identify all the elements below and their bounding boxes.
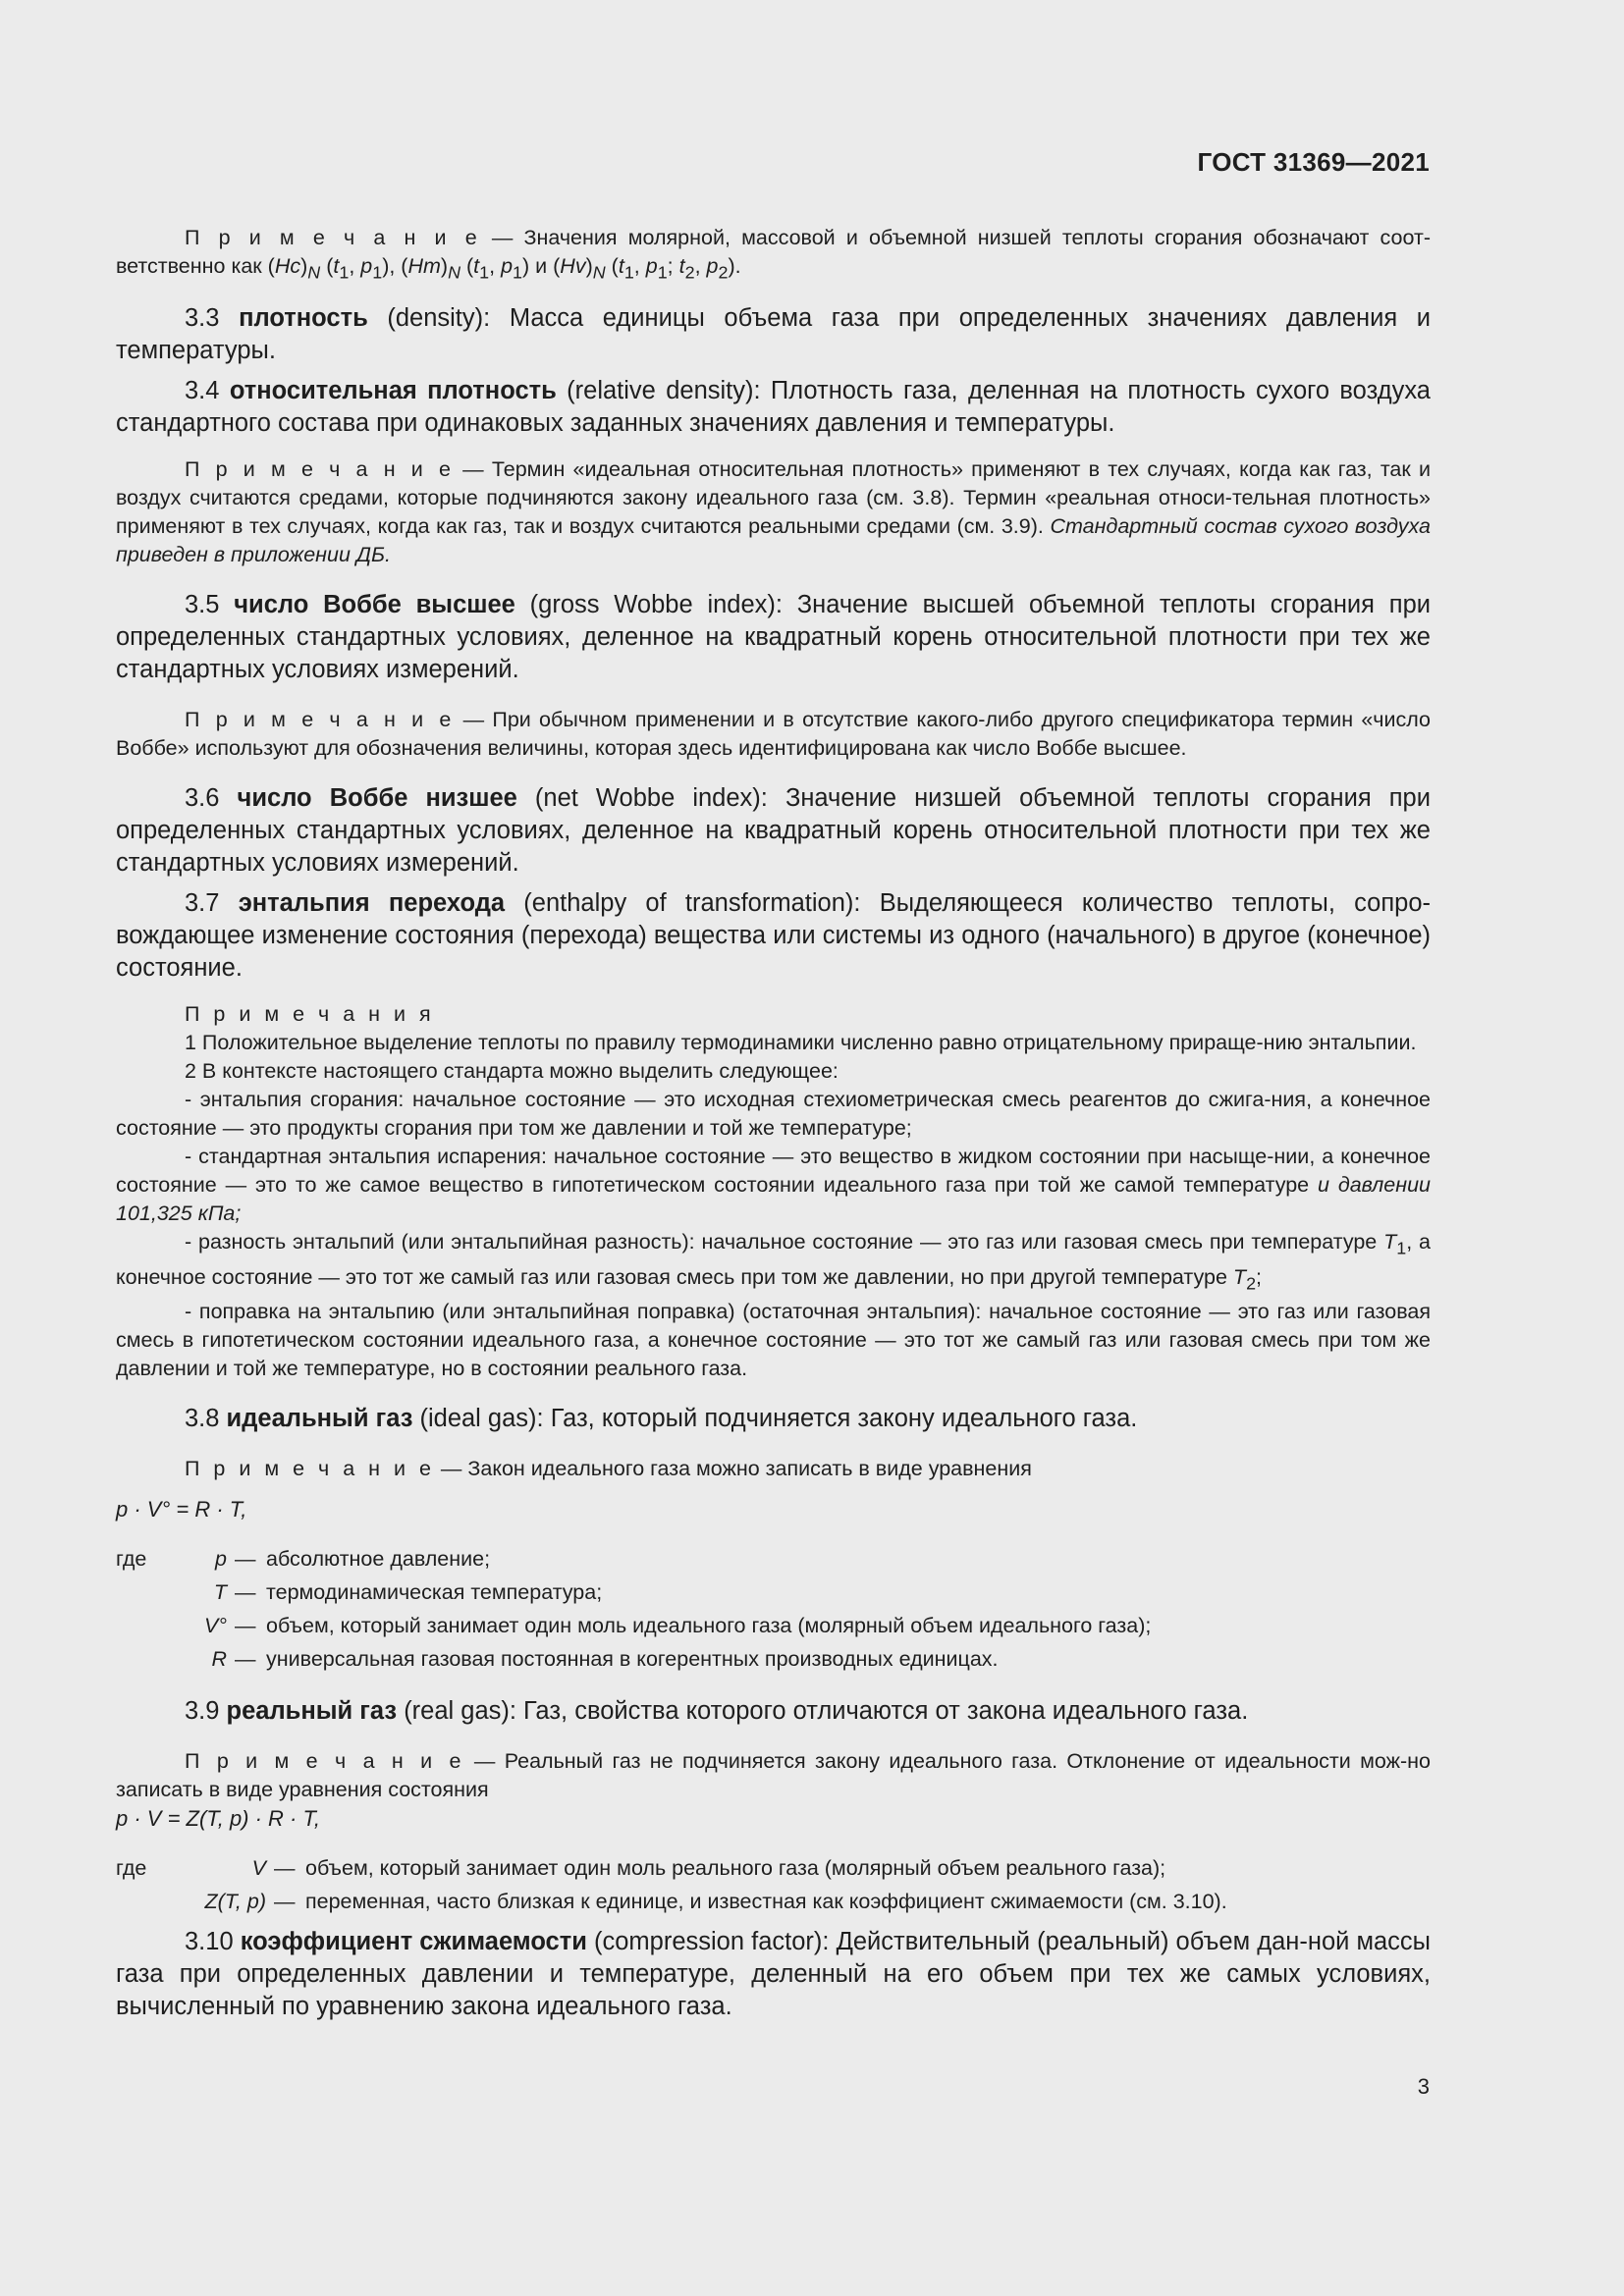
section-3-5: 3.5 число Воббе высшее (gross Wobbe index): Значение высшей объемной теплоты сгорания при определенных стандартных условиях, деленное на квадратный корень относительной плотности при тех же стандартных условиях измерений.	[116, 591, 1431, 684]
note-3-4: П р и м е ч а н и е — Термин «идеальная относительная плотность» применяют в тех случаях, когда как газ, так и воздух считаются средами, которые подчиняются закону идеального газа (см. 3.8). Термин «реальная относи-тельная плотность» применяют в тех случаях, когда как газ, так и воздух считаются реальными средами (см. 3.9). Стандартный состав сухого воздуха приведен в приложении ДБ.	[116, 457, 1431, 567]
section-3-10: 3.10 коэффициент сжимаемости (compression factor): Действительный (реальный) объем дан-ной массы газа при определенных давлении и температуре, деленный на его объем при тех же самых условиях, вычисленный по уравнению закона идеального газа.	[116, 1927, 1431, 2020]
section-3-6: 3.6 число Воббе низшее (net Wobbe index): Значение низшей объемной теплоты сгорания при определенных стандартных условиях, деленное на квадратный корень относительной плотности при тех же стандартных условиях измерений.	[116, 784, 1431, 878]
notes-3-7: П р и м е ч а н и я 1 Положительное выделение теплоты по правилу термодинамики численно равно отрицательному прираще-нию энтальпии. 2 В контексте настоящего стандарта можно выделить следующее: - энтальпия сгорания: начальное состояние — это исходная стехиометрическая смесь реагентов до сжига-ния, а конечное состояние — это продукты сгорания при том же давлении и той же температуре; - стандартная энтальпия испарения: начальное состояние — это вещество в жидком состоянии при насыще-нии, а конечное состояние — это то же самое вещество в гипотетическом состоянии идеального газа при той же самой температуре и давлении 101,325 кПа; - разность энтальпий (или энтальпийная разность): начальное состояние — это газ или газовая смесь при температуре $T_1$, а конечное состояние — это тот же самый газ или газовая смесь при том же давлении, но при другой температуре $T_2$; - поправка на энтальпию (или энтальпийная поправка) (остаточная энтальпия): начальное состояние — это газ или газовая смесь в гипотетическом состоянии идеального газа, а конечное состояние — это тот же самый газ или газовая смесь при том же давлении и той же температуре, но в состоянии реального газа.	[116, 1002, 1432, 1380]
page-number: 3	[1417, 2074, 1430, 2099]
section-3-4: 3.4 относительная плотность (relative density): Плотность газа, деленная на плотность сухого воздуха стандартного состава при одинаковых заданных значениях давления и температуры.	[116, 377, 1431, 438]
note-3-9: П р и м е ч а н и е — Реальный газ не подчиняется закону идеального газа. Отклонение от идеальности мож-но записать в виде уравнения состояния	[116, 1748, 1431, 1801]
section-3-3: 3.3 плотность (density): Масса единицы объема газа при определенных значениях давления и температуры.	[116, 304, 1432, 365]
section-3-9: 3.9 реальный газ (real gas): Газ, свойства которого отличаются от закона идеального газа.	[185, 1696, 1249, 1725]
section-3-8: 3.8 идеальный газ (ideal gas): Газ, который подчиняется закону идеального газа.	[185, 1404, 1138, 1432]
where-list-ideal-gas: где p — абсолютное давление; T — термодинамическая температура; V° — объем, который занимает один моль идеального газа (молярный объем идеального газа); R — универсальная газовая постоянная в когерентных производных единицах.	[116, 1546, 1152, 1671]
note-3-5: П р и м е ч а н и е — При обычном применении и в отсутствие какого-либо другого спецификатора термин «число Воббе» используют для обозначения величины, которая здесь идентифицирована как число Воббе высшее.	[116, 708, 1431, 761]
note-heat-designations: П р и м е ч а н и е — Значения молярной, массовой и объемной низшей теплоты сгорания обозначают соот-ветственно как $(Hc)_N$ ($t_1$, $p_1$), $(Hm)_N$ ($t_1$, $p_1$) и $(Hv)_N$ ($t_1$, $p_1$; $t_2$, $p_2$).	[116, 226, 1431, 283]
ideal-gas-equation: p · V° = R · T,	[116, 1496, 247, 1522]
document-body	[116, 224, 1431, 2023]
where-list-real-gas: где V — объем, который занимает один моль реального газа (молярный объем реального газа); Z(T, p) — переменная, часто близкая к единице, и известная как коэффициент сжимаемости (см. 3.10).	[116, 1855, 1227, 1913]
note-3-8: П р и м е ч а н и е — Закон идеального газа можно записать в виде уравнения	[185, 1456, 1032, 1480]
section-3-7: 3.7 энтальпия перехода (enthalpy of transformation): Выделяющееся количество теплоты, сопро-вождающее изменение состояния (перехода) вещества или системы из одного (начального) в другое (конечное) состояние.	[116, 889, 1432, 983]
document-number: ГОСТ 31369—2021	[1197, 147, 1430, 177]
real-gas-equation: p · V = Z(T, p) · R · T,	[116, 1805, 321, 1831]
